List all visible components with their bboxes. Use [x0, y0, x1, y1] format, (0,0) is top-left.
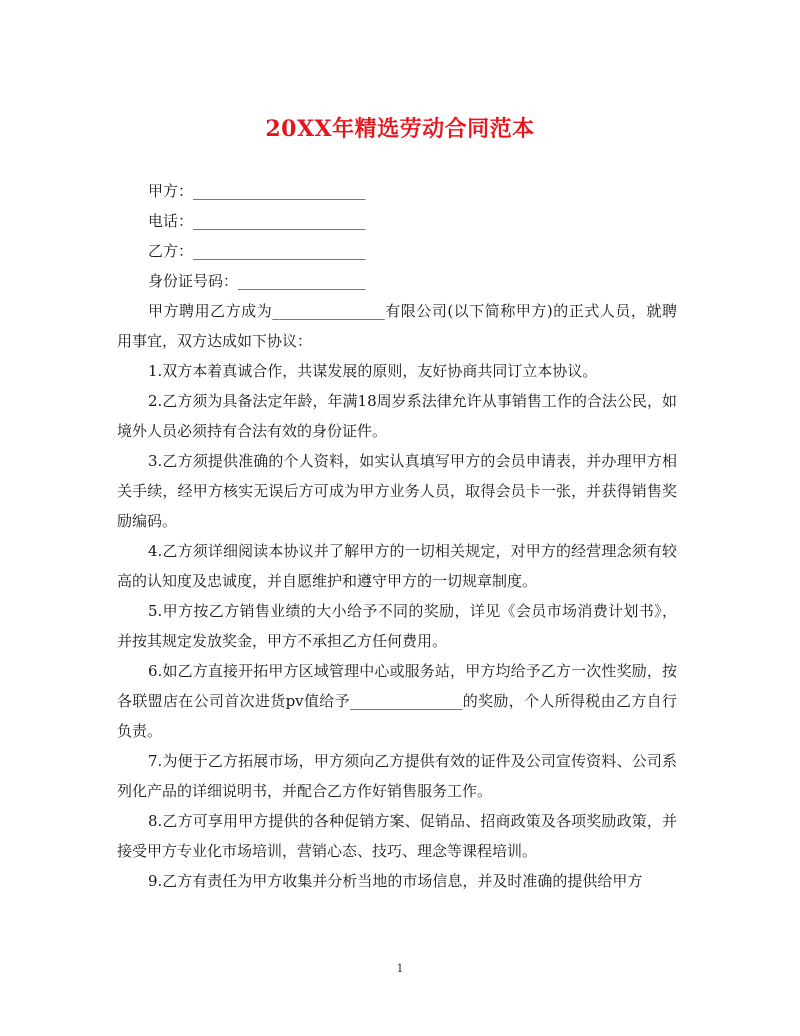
field-blank: _______________________ — [193, 182, 366, 200]
field-label: 甲方： — [148, 182, 194, 200]
field-blank: _______________________ — [193, 242, 366, 260]
field-id-number — [117, 266, 677, 296]
paragraph-clause-9: 9.乙方有责任为甲方收集并分析当地的市场信息，并及时准确的提供给甲方 — [148, 872, 643, 890]
field-blank: _______________________ — [193, 212, 366, 230]
paragraph-clause-5: 5.甲方按乙方销售业绩的大小给予不同的奖励，详见《会员市场消费计划书》，并按其规定发放奖金，甲方不承担乙方任何费用。 — [117, 602, 677, 650]
paragraph-clause-2: 2.乙方须为具备法定年龄，年满18周岁系法律允许从事销售工作的合法公民，如境外人员必须持有合法有效的身份证件。 — [117, 392, 677, 440]
page-number: 1 — [396, 962, 404, 975]
paragraph-clause-6: 6.如乙方直接开拓甲方区域管理中心或服务站，甲方均给予乙方一次性奖励，按各联盟店在公司首次进货pv值给予_______________的奖励，个人所得税由乙方自行负责。 — [117, 662, 677, 740]
field-label: 乙方： — [148, 242, 194, 260]
field-label: 身份证号码： — [148, 272, 239, 290]
document-body — [117, 176, 677, 896]
field-party-a — [117, 176, 677, 206]
field-blank: _________________ — [238, 272, 366, 290]
paragraph-intro: 甲方聘用乙方成为_______________有限公司(以下简称甲方)的正式人员，就聘用事宜，双方达成如下协议： — [117, 302, 677, 350]
document-title: 20XX年精选劳动合同范本 — [265, 116, 535, 142]
paragraph-clause-7: 7.为便于乙方拓展市场，甲方须向乙方提供有效的证件及公司宣传资料、公司系列化产品的详细说明书，并配合乙方作好销售服务工作。 — [117, 752, 677, 800]
field-party-b — [117, 236, 677, 266]
field-label: 电话： — [148, 212, 194, 230]
paragraph-clause-1: 1.双方本着真诚合作，共谋发展的原则，友好协商共同订立本协议。 — [148, 362, 598, 380]
paragraph-clause-3: 3.乙方须提供准确的个人资料，如实认真填写甲方的会员申请表，并办理甲方相关手续，经甲方核实无误后方可成为甲方业务人员，取得会员卡一张，并获得销售奖励编码。 — [117, 452, 677, 530]
paragraph-clause-4: 4.乙方须详细阅读本协议并了解甲方的一切相关规定，对甲方的经营理念须有较高的认知度及忠诚度，并自愿维护和遵守甲方的一切规章制度。 — [117, 542, 677, 590]
paragraph-clause-8: 8.乙方可享用甲方提供的各种促销方案、促销品、招商政策及各项奖励政策，并接受甲方专业化市场培训，营销心态、技巧、理念等课程培训。 — [117, 812, 677, 860]
field-phone — [117, 206, 677, 236]
